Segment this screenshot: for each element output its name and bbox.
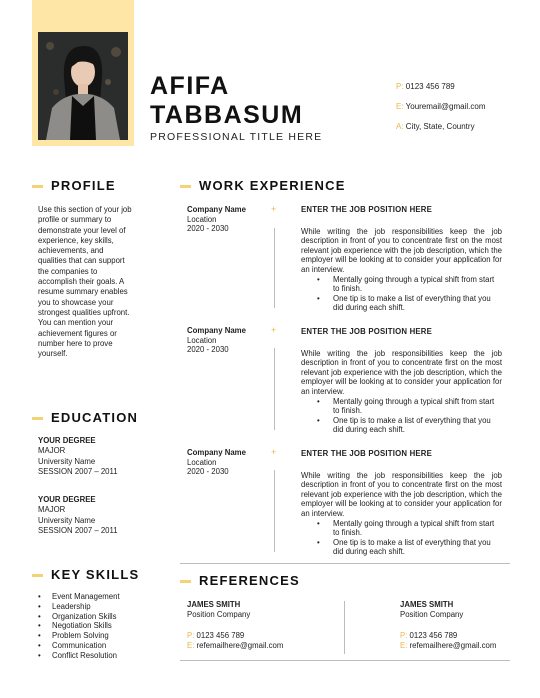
degree: YOUR DEGREE: [38, 436, 96, 445]
job-meta: [187, 448, 246, 477]
profile-summary: Use this section of your job profile or summary to demonstrate your level of experience, key skills, achievements, and qualities that can support the companies to accomplish their goals. A resume summary enables you to showcase your strongest qualities upfront. You can mention your achievement figures or number here to prove yourself.: [38, 205, 132, 359]
list-item: • Conflict Resolution: [38, 651, 120, 661]
list-item: • Mentally going through a typical shift from start to finish.: [301, 275, 502, 294]
heading-accent: [32, 185, 43, 188]
skills-heading: [32, 567, 139, 582]
job-position: ENTER THE JOB POSITION HERE: [301, 449, 433, 458]
job-years: 2020 - 2030: [187, 224, 229, 234]
job-meta: [187, 326, 246, 355]
university: University Name: [38, 515, 96, 525]
timeline-divider: [274, 470, 275, 552]
candidate-name: [150, 72, 303, 130]
first-name: AFIFA: [150, 72, 230, 100]
timeline-divider: [274, 348, 275, 430]
timeline-divider: [274, 228, 275, 308]
email-label: E:: [396, 102, 404, 111]
list-item: • Mentally going through a typical shift from start to finish.: [301, 397, 502, 416]
job-details: [301, 327, 502, 435]
phone-label: P:: [400, 631, 408, 640]
work-heading: [180, 178, 346, 193]
job-details: [301, 449, 502, 557]
list-item: • One tip is to make a list of everything that you did during each shift.: [301, 416, 502, 435]
job-bullets: [301, 519, 502, 557]
job-position: ENTER THE JOB POSITION HERE: [301, 327, 433, 336]
company-name: Company Name: [187, 205, 246, 214]
list-item: • Mentally going through a typical shift from start to finish.: [301, 519, 502, 538]
section-divider: [180, 563, 510, 564]
plus-icon: +: [271, 447, 277, 457]
job-description: While writing the job responsibilities keep the job description in front of you to concentrate first on the most relevant job experience with the job description, which the employer will be looking at to consider your application for an interview.: [301, 470, 502, 518]
portrait-image: [38, 32, 128, 140]
contact-phone: [396, 82, 455, 91]
job-location: Location: [187, 457, 217, 467]
references-heading-text: REFERENCES: [199, 573, 300, 588]
list-item: • Negotiation Skills: [38, 621, 120, 631]
heading-accent: [180, 185, 191, 188]
contact-email: [396, 102, 486, 111]
plus-icon: +: [271, 204, 277, 214]
major: MAJOR: [38, 505, 66, 515]
reference-email: refemailhere@gmail.com: [196, 641, 284, 650]
references-heading: [180, 573, 300, 588]
education-entry: [38, 495, 118, 536]
professional-title: PROFESSIONAL TITLE HERE: [150, 131, 323, 143]
reference-phone: 0123 456 789: [409, 631, 458, 640]
job-years: 2020 - 2030: [187, 345, 229, 355]
profile-photo: [38, 32, 128, 140]
company-name: Company Name: [187, 326, 246, 335]
list-item: • Organization Skills: [38, 612, 120, 622]
reference-phone: 0123 456 789: [196, 631, 245, 640]
job-location: Location: [187, 214, 217, 224]
phone-value: 0123 456 789: [405, 82, 455, 91]
education-entry: [38, 436, 118, 477]
list-item: • Problem Solving: [38, 631, 120, 641]
reference-entry: [187, 600, 283, 651]
job-description: While writing the job responsibilities keep the job description in front of you to concentrate first on the most relevant job experience with the job description, which the employer will be looking at to consider your application for an interview.: [301, 226, 502, 274]
contact-address: [396, 122, 475, 131]
job-details: [301, 205, 502, 313]
reference-name: JAMES SMITH: [187, 600, 241, 609]
list-item: • Event Management: [38, 592, 120, 602]
email-value: Youremail@gmail.com: [405, 102, 486, 111]
job-location: Location: [187, 335, 217, 345]
reference-company: Position Company: [187, 610, 251, 619]
phone-label: P:: [187, 631, 195, 640]
profile-heading: [32, 178, 116, 193]
job-position: ENTER THE JOB POSITION HERE: [301, 205, 433, 214]
degree: YOUR DEGREE: [38, 495, 96, 504]
university: University Name: [38, 456, 96, 466]
email-label: E:: [187, 641, 195, 650]
work-heading-text: WORK EXPERIENCE: [199, 178, 346, 193]
job-description: While writing the job responsibilities keep the job description in front of you to concentrate first on the most relevant job experience with the job description, which the employer will be looking at to consider your application for an interview.: [301, 348, 502, 396]
company-name: Company Name: [187, 448, 246, 457]
list-item: • One tip is to make a list of everything that you did during each shift.: [301, 294, 502, 313]
profile-heading-text: PROFILE: [51, 178, 116, 193]
major: MAJOR: [38, 446, 66, 456]
heading-accent: [32, 574, 43, 577]
reference-company: Position Company: [400, 610, 464, 619]
email-label: E:: [400, 641, 408, 650]
education-heading-text: EDUCATION: [51, 410, 139, 425]
list-item: • Communication: [38, 641, 120, 651]
last-name: TABBASUM: [150, 101, 304, 129]
education-heading: [32, 410, 138, 425]
reference-name: JAMES SMITH: [400, 600, 454, 609]
job-years: 2020 - 2030: [187, 467, 229, 477]
plus-icon: +: [271, 325, 277, 335]
reference-divider: [344, 601, 345, 654]
skills-list: [38, 592, 120, 661]
reference-entry: [400, 600, 496, 651]
list-item: • One tip is to make a list of everything that you did during each shift.: [301, 538, 502, 557]
skills-heading-text: KEY SKILLS: [51, 567, 140, 582]
heading-accent: [32, 417, 43, 420]
address-value: City, State, Country: [405, 122, 475, 131]
job-meta: [187, 205, 246, 234]
session: SESSION 2007 – 2011: [38, 466, 118, 476]
list-item: • Leadership: [38, 602, 120, 612]
heading-accent: [180, 580, 191, 583]
section-divider: [180, 660, 510, 661]
address-label: A:: [396, 122, 404, 131]
reference-email: refemailhere@gmail.com: [409, 641, 497, 650]
job-bullets: [301, 275, 502, 313]
phone-label: P:: [396, 82, 404, 91]
job-bullets: [301, 397, 502, 435]
session: SESSION 2007 – 2011: [38, 525, 118, 535]
